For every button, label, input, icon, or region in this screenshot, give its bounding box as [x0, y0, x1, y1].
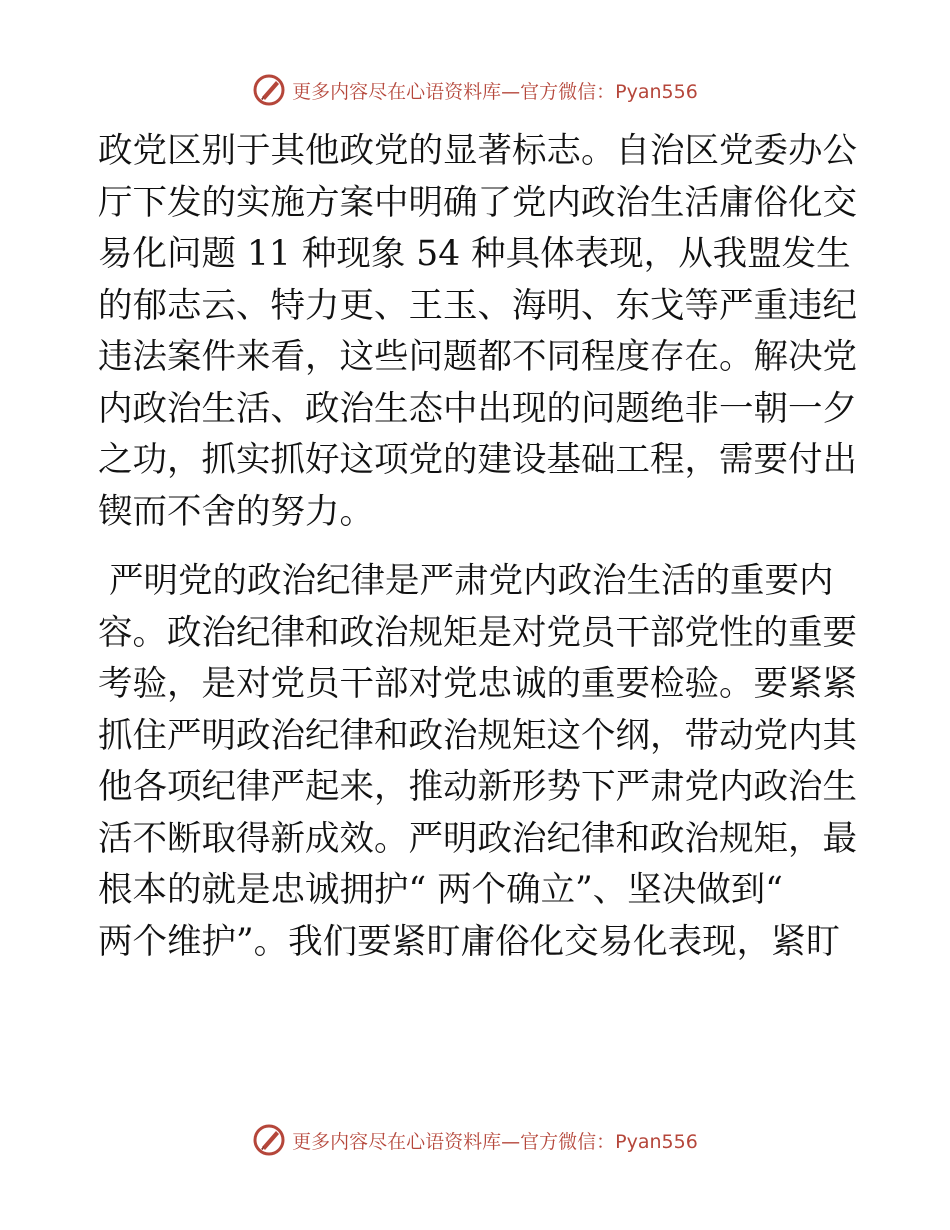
text-line: 两个维护”。我们要紧盯庸俗化交易化表现，紧盯: [98, 921, 841, 962]
quill-pen-logo-icon: [252, 73, 286, 107]
text-line: 考验，是对党员干部对党忠诚的重要检验。要紧紧: [98, 664, 857, 704]
text-line: 违法案件来看，这些问题都不同程度存在。解决党: [98, 337, 857, 377]
paragraph-2: [98, 556, 858, 968]
paragraph-spacer: [98, 538, 858, 556]
text-line: 活不断取得新成效。严明政治纪律和政治规矩，最: [98, 818, 857, 859]
text-line: 厅下发的实施方案中明确了党内政治生活庸俗化交: [98, 182, 857, 223]
text-line: 严明党的政治纪律是严肃党内政治生活的重要内: [98, 561, 834, 601]
text-line: 锲而不舍的努力。: [98, 491, 374, 532]
text-line: 根本的就是忠诚拥护“ 两个确立”、坚决做到“: [98, 870, 783, 910]
footer-banner-text: 更多内容尽在心语资料库—官方微信：Pyan556: [292, 1130, 698, 1153]
text-line: 内政治生活、政治生态中出现的问题绝非一朝一夕: [98, 388, 857, 429]
text-line: 之功，抓实抓好这项党的建设基础工程，需要付出: [98, 440, 857, 480]
document-body: [98, 126, 858, 968]
header-banner-text: 更多内容尽在心语资料库—官方微信：Pyan556: [292, 80, 698, 103]
text-line: 抓住严明政治纪律和政治规矩这个纲，带动党内其: [98, 715, 857, 756]
paragraph-1: [98, 126, 858, 538]
text-line: 他各项纪律严起来，推动新形势下严肃党内政治生: [98, 767, 857, 807]
quill-pen-logo-icon: [252, 1123, 286, 1157]
text-line: 的郁志云、特力更、王玉、海明、东戈等严重违纪: [98, 285, 857, 326]
footer-banner: [0, 1120, 950, 1160]
text-line: 易化问题 11 种现象 54 种具体表现，从我盟发生: [98, 234, 851, 274]
text-line: 政党区别于其他政党的显著标志。自治区党委办公: [98, 131, 857, 171]
header-banner: [0, 70, 950, 110]
text-line: 容。政治纪律和政治规矩是对党员干部党性的重要: [98, 612, 857, 653]
